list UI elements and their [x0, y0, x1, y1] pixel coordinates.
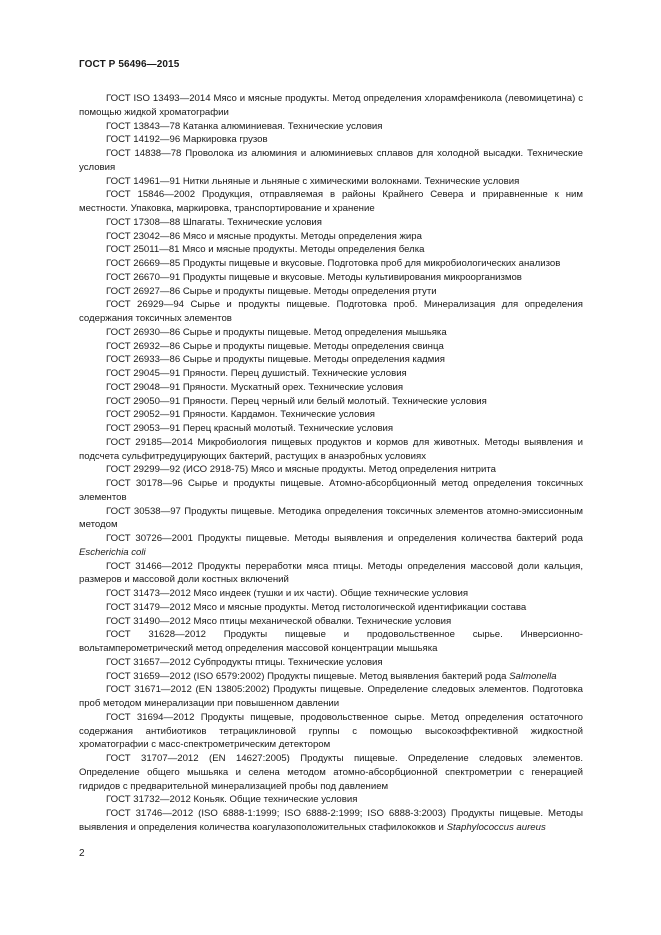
- reference-italic: Escherichia coli: [79, 546, 146, 558]
- reference-item: ГОСТ 31479—2012 Мясо и мясные продукты. Метод гистологической идентификации состава: [106, 601, 527, 613]
- reference-item: ГОСТ 29045—91 Пряности. Перец душистый. Технические условия: [106, 368, 407, 379]
- reference-item: ГОСТ 31707—2012 (EN 14627:2005) Продукты пищевые. Определение следовых элементов. Определение общего мышьяка и селена методом атомно-абсорбционной спектрометрии с генерацией гидридов с предварительной минерализацией пробы под давлением: [79, 753, 583, 792]
- reference-item: ГОСТ 13843—78 Катанка алюминиевая. Технические условия: [106, 120, 383, 132]
- reference-item: ГОСТ 29053—91 Перец красный молотый. Технические условия: [106, 423, 394, 434]
- reference-item: ГОСТ 31628—2012 Продукты пищевые и продовольственное сырье. Инверсионно-вольтамперометрический метод определения массовой концентрации мышьяка: [79, 629, 583, 654]
- reference-item: [79, 532, 583, 560]
- reference-item: ГОСТ 23042—86 Мясо и мясные продукты. Методы определения жира: [106, 230, 422, 242]
- reference-text: ГОСТ 30726—2001 Продукты пищевые. Методы выявления и определения количества бактерий рода: [106, 533, 583, 544]
- reference-item: ГОСТ 31694—2012 Продукты пищевые, продовольственное сырье. Метод определения остаточного содержания антибиотиков тетрациклиновой группы с помощью высокоэффективной жидкостной хроматографии с масс-спектрометрическим детектором: [79, 711, 583, 751]
- reference-item: ГОСТ 29052—91 Пряности. Кардамон. Технические условия: [106, 409, 375, 421]
- reference-text: ГОСТ 31746—2012 (ISO 6888-1:1999; ISO 6888-2:1999; ISO 6888-3:2003) Продукты пищевые. Методы выявления и определения количества коагулазоположительных стафилококков и: [79, 808, 583, 833]
- reference-item: ГОСТ ISO 13493—2014 Мясо и мясные продукты. Метод определения хлорамфеникола (левомицетина) с помощью жидкой хроматографии: [79, 93, 583, 118]
- reference-item: ГОСТ 30538—97 Продукты пищевые. Методика определения токсичных элементов атомно-эмиссионным методом: [79, 505, 583, 531]
- document-header: ГОСТ Р 56496—2015: [79, 59, 180, 70]
- reference-item: ГОСТ 26670—91 Продукты пищевые и вкусовые. Методы культивирования микроорганизмов: [106, 271, 522, 283]
- reference-item: ГОСТ 26927—86 Сырье и продукты пищевые. Методы определения ртути: [106, 285, 437, 297]
- reference-item: ГОСТ 14192—96 Маркировка грузов: [106, 134, 268, 146]
- reference-item: ГОСТ 26933—86 Сырье и продукты пищевые. Методы определения кадмия: [106, 354, 445, 366]
- page-number: 2: [79, 848, 85, 859]
- reference-item: ГОСТ 14838—78 Проволока из алюминия и алюминиевых сплавов для холодной высадки. Технические условия: [79, 148, 583, 173]
- reference-item: ГОСТ 15846—2002 Продукция, отправляемая в районы Крайнего Севера и приравненные к ним местности. Упаковка, маркировка, транспортирование и хранение: [79, 189, 583, 214]
- reference-item: ГОСТ 31732—2012 Коньяк. Общие технические условия: [106, 794, 358, 806]
- reference-item: [79, 807, 583, 835]
- reference-italic: Salmonella: [509, 670, 557, 682]
- reference-item: ГОСТ 26932—86 Сырье и продукты пищевые. Методы определения свинца: [106, 340, 444, 352]
- reference-item: ГОСТ 26930—86 Сырье и продукты пищевые. Метод определения мышьяка: [106, 326, 447, 338]
- reference-item: ГОСТ 29299—92 (ИСО 2918-75) Мясо и мясные продукты. Метод определения нитрита: [106, 464, 496, 476]
- reference-item: ГОСТ 31473—2012 Мясо индеек (тушки и их части). Общие технические условия: [106, 588, 469, 599]
- reference-italic: Staphylococcus aureus: [446, 821, 546, 833]
- reference-item: ГОСТ 31671—2012 (EN 13805:2002) Продукты пищевые. Определение следовых элементов. Подготовка проб методом минерализации при повышенном давлении: [79, 684, 583, 709]
- reference-item: ГОСТ 29185—2014 Микробиология пищевых продуктов и кормов для животных. Методы выявления и подсчета сульфитредуцирующих бактерий, растущих в анаэробных условиях: [79, 436, 583, 462]
- reference-item: ГОСТ 26929—94 Сырье и продукты пищевые. Подготовка проб. Минерализация для определения содержания токсичных элементов: [79, 299, 583, 324]
- reference-item: ГОСТ 30178—96 Сырье и продукты пищевые. Атомно-абсорбционный метод определения токсичных элементов: [79, 478, 583, 503]
- reference-item: ГОСТ 14961—91 Нитки льняные и льняные с химическими волокнами. Технические условия: [106, 175, 520, 187]
- reference-item: ГОСТ 25011—81 Мясо и мясные продукты. Методы определения белка: [106, 244, 425, 256]
- reference-item: ГОСТ 26669—85 Продукты пищевые и вкусовые. Подготовка проб для микробиологических анализов: [106, 258, 561, 269]
- reference-item: ГОСТ 29048—91 Пряности. Мускатный орех. Технические условия: [106, 381, 404, 393]
- reference-item: ГОСТ 31490—2012 Мясо птицы механической обвалки. Технические условия: [106, 615, 452, 627]
- reference-item: ГОСТ 31657—2012 Субпродукты птицы. Технические условия: [106, 656, 383, 668]
- reference-item: [79, 670, 583, 684]
- reference-item: ГОСТ 31466—2012 Продукты переработки мяса птицы. Методы определения массовой доли кальция, размеров и массовой доли костных включений: [79, 560, 583, 586]
- normative-references: [79, 92, 583, 835]
- reference-item: ГОСТ 17308—88 Шпагаты. Технические условия: [106, 216, 322, 228]
- reference-text: ГОСТ 31659—2012 (ISO 6579:2002) Продукты пищевые. Метод выявления бактерий рода: [106, 670, 510, 682]
- reference-item: ГОСТ 29050—91 Пряности. Перец черный или белый молотый. Технические условия: [106, 395, 487, 407]
